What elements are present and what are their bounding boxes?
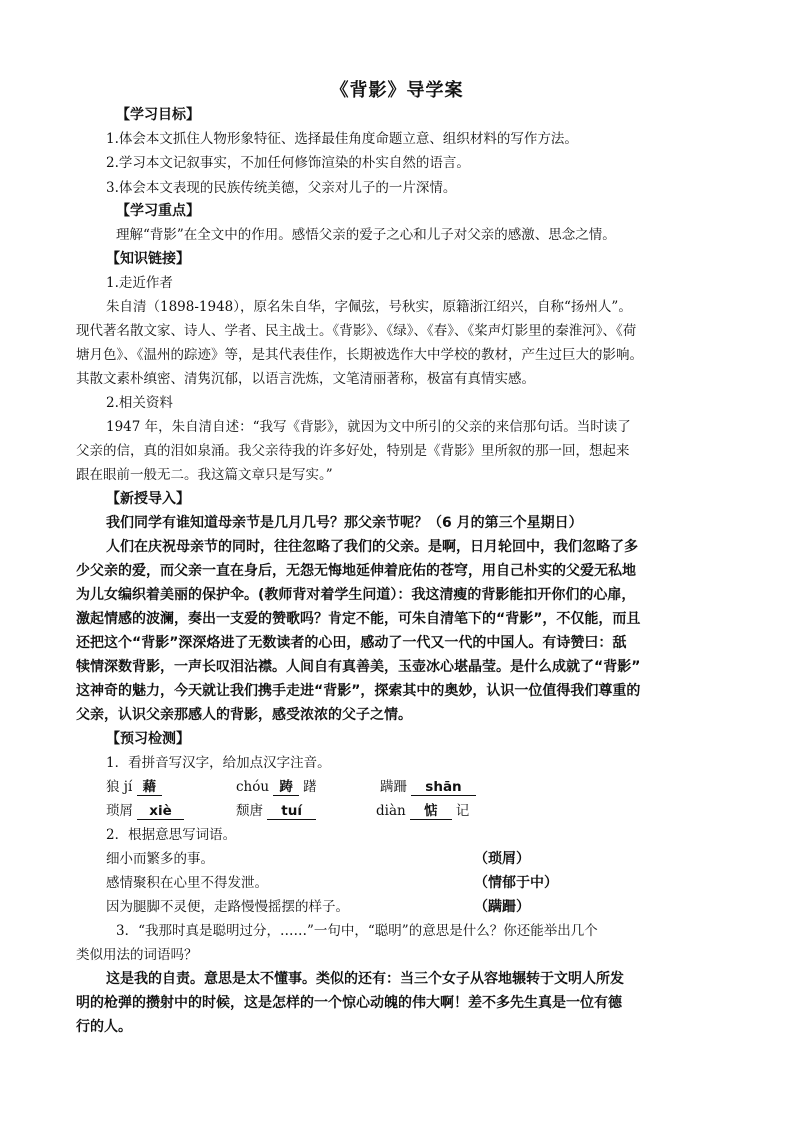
answer-blank: 藉: [137, 780, 163, 796]
question-1: 1．看拼音写汉字，给加点汉字注音。: [106, 755, 331, 771]
pinyin-item: [106, 779, 162, 796]
section-heading-goals: 【学习目标】: [116, 107, 200, 123]
pinyin-prompt: diàn: [376, 803, 406, 819]
author-text-line: 现代著名散文家、诗人、学者、民主战士。《背影》、《绿》、《春》、《桨声灯影里的秦淮河》、《荷: [76, 323, 637, 339]
pinyin-item: [236, 803, 316, 820]
pinyin-prompt: 狼 jí: [106, 779, 133, 795]
intro-paragraph-line: 激起情感的波澜，奏出一支爱的赞歌吗？肯定不能，可朱自清笔下的“背影”，不仅能，而且: [76, 611, 641, 627]
pinyin-item: [106, 803, 184, 820]
pinyin-prompt: 琐屑: [106, 803, 133, 819]
intro-paragraph-line: 还把这个“背影”深深烙进了无数读者的心田，感动了一代又一代的中国人。有诗赞曰：舐: [76, 635, 627, 651]
pinyin-prompt: 躇: [303, 779, 317, 795]
intro-paragraph-line: 人们在庆祝母亲节的同时，往往忽略了我们的父亲。是啊，日月轮回中，我们忽略了多: [106, 539, 638, 555]
intro-paragraph-line: 这神奇的魅力，今天就让我们携手走进“背影”，探索其中的奥妙，认识一位值得我们尊重的: [76, 683, 641, 699]
answer-paragraph-line: 行的人。: [76, 1019, 132, 1035]
goal-item-3: 3.体会本文表现的民族传统美德，父亲对儿子的一片深情。: [106, 180, 457, 196]
pinyin-item: [376, 803, 469, 820]
reference-text-line: 父亲的信，真的泪如泉涌。我父亲待我的许多好处，特别是《背影》里所叙的那一回，想起来: [76, 443, 630, 459]
question-3-cont: 类似用法的词语吗？: [76, 947, 198, 963]
section-heading-intro: 【新授导入】: [106, 491, 190, 507]
answer-blank: xiè: [137, 804, 184, 820]
goal-item-1: 1.体会本文抓住人物形象特征、选择最佳角度命题立意、组织材料的写作方法。: [106, 131, 578, 147]
word-answer: （琐屑）: [474, 851, 530, 867]
definition-text: 因为腿脚不灵便，走路慢慢摇摆的样子。: [106, 899, 349, 915]
pinyin-prompt: 蹒跚: [380, 779, 407, 795]
pinyin-prompt: 记: [455, 803, 470, 819]
pinyin-prompt: chóu: [236, 779, 270, 795]
answer-paragraph-line: 明的枪弹的攒射中的时候，这是怎样的一个惊心动魄的伟大啊！差不多先生真是一位有德: [76, 995, 622, 1011]
intro-question: 我们同学有谁知道母亲节是几月几号？那父亲节呢？（6 月的第三个星期日）: [106, 515, 583, 531]
intro-paragraph-line: 犊情深数背影，一声长叹泪沾襟。人间自有真善美，玉壶冰心堪晶莹。是什么成就了“背影”: [76, 659, 641, 675]
question-2: 2．根据意思写词语。: [106, 827, 237, 843]
definition-text: 细小而繁多的事。: [106, 851, 214, 867]
answer-blank: 惦: [410, 804, 452, 820]
answer-blank: shān: [411, 780, 475, 796]
section-heading-preview: 【预习检测】: [106, 731, 190, 747]
word-answer: （情郁于中）: [474, 875, 558, 891]
pinyin-prompt: 颓唐: [236, 803, 263, 819]
answer-blank: tuí: [267, 804, 316, 820]
reference-text-line: 1947 年，朱自清自述：“我写《背影》，就因为文中所引的父亲的来信那句话。当时读了: [106, 419, 631, 435]
section-heading-knowledge: 【知识链接】: [106, 251, 190, 267]
goal-item-2: 2.学习本文记叙事实，不加任何修饰渲染的朴实自然的语言。: [106, 155, 470, 171]
intro-paragraph-line: 少父亲的爱，而父亲一直在身后，无怨无悔地延伸着庇佑的苍穹，用自己朴实的父爱无私地: [76, 563, 636, 579]
answer-paragraph-line: 这是我的自责。意思是太不懂事。类似的还有：当三个女子从容地辗转于文明人所发: [106, 971, 624, 987]
author-heading: 1.走近作者: [106, 275, 173, 291]
author-text-line: 其散文素朴缜密、清隽沉郁，以语言洗炼，文笔清丽著称，极富有真情实感。: [76, 371, 535, 387]
word-answer: （蹒跚）: [474, 899, 530, 915]
reference-heading: 2.相关资料: [106, 395, 173, 411]
pinyin-item: [380, 779, 476, 796]
author-text-line: 塘月色》、《温州的踪迹》等，是其代表佳作，长期被选作大中学校的教材，产生过巨大的影响。: [76, 347, 643, 363]
key-point-text: 理解“背影”在全文中的作用。感悟父亲的爱子之心和儿子对父亲的感激、思念之情。: [116, 227, 616, 243]
definition-text: 感情聚积在心里不得发泄。: [106, 875, 268, 891]
page-title: 《背影》导学案: [330, 80, 464, 101]
intro-paragraph-line: 为儿女编织着美丽的保护伞。(教师背对着学生问道）：我这清瘦的背影能扣开你们的心扉，: [76, 587, 636, 603]
answer-blank: 踌: [273, 780, 299, 796]
pinyin-item: [236, 779, 317, 796]
section-heading-key: 【学习重点】: [116, 203, 200, 219]
author-text-line: 朱自清（1898-1948），原名朱自华，字佩弦，号秋实，原籍浙江绍兴，自称“扬州人”。: [106, 299, 632, 315]
question-3: 3．“我那时真是聪明过分，……”一句中，“聪明”的意思是什么？你还能举出几个: [116, 923, 598, 939]
intro-paragraph-line: 父亲，认识父亲那感人的背影，感受浓浓的父子之情。: [76, 707, 412, 723]
reference-text-line: 跟在眼前一般无二。我这篇文章只是写实。”: [76, 467, 333, 483]
